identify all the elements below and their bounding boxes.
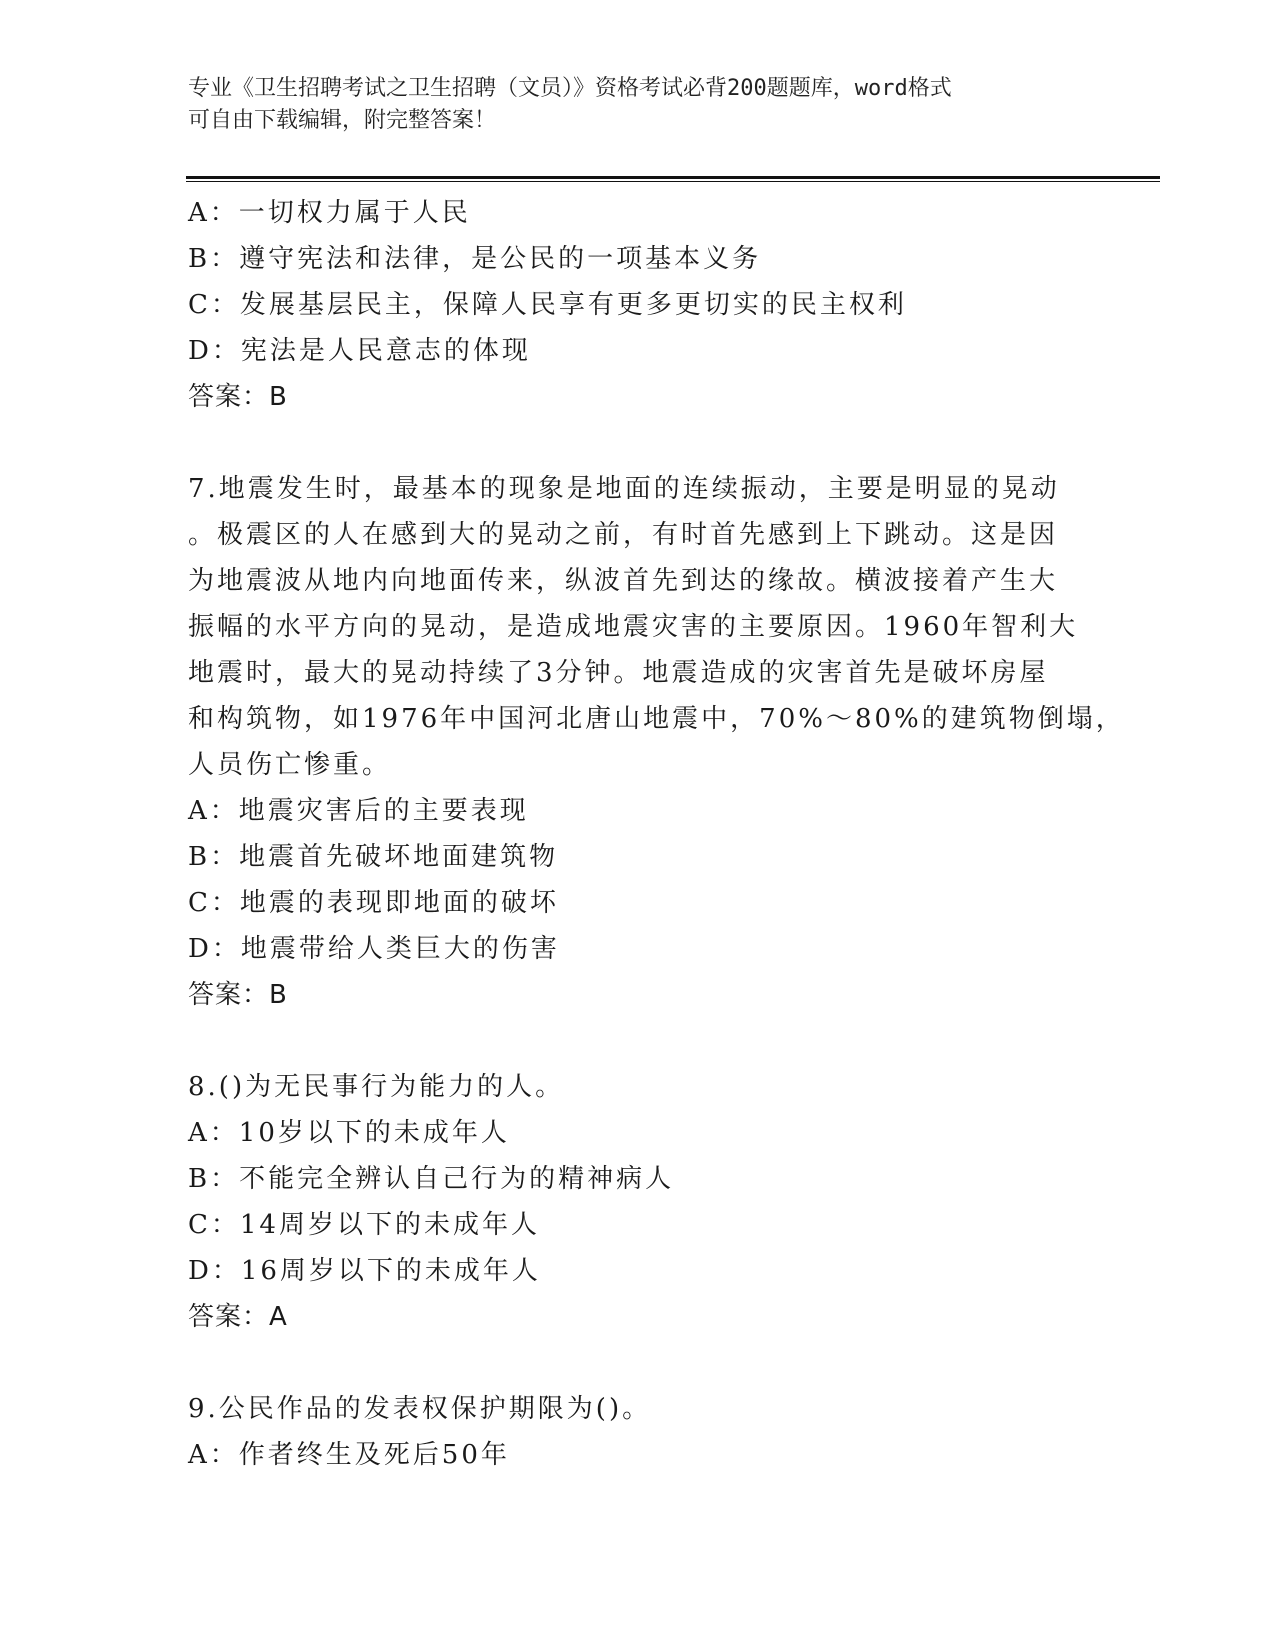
header-divider (186, 176, 1160, 179)
q7-stem-line-2: 。极震区的人在感到大的晃动之前，有时首先感到上下跳动。这是因 (188, 520, 1059, 550)
q7-stem-line-1: 7.地震发生时，最基本的现象是地面的连续振动，主要是明显的晃动 (188, 474, 1060, 504)
spacer (188, 1018, 1068, 1064)
q7-option-d: D：地震带给人类巨大的伤害 (188, 934, 560, 964)
q8-option-a: A：10岁以下的未成年人 (188, 1118, 510, 1148)
q7-option-a: A：地震灾害后的主要表现 (188, 796, 529, 826)
q6-option-d: D：宪法是人民意志的体现 (188, 336, 531, 366)
header-title-line-1: 专业《卫生招聘考试之卫生招聘（文员）》资格考试必背200题题库，word格式 (188, 76, 952, 101)
spacer (188, 420, 1068, 466)
q8-stem: 8.()为无民事行为能力的人。 (188, 1072, 565, 1102)
q7-stem-line-6: 和构筑物，如1976年中国河北唐山地震中，70%～80%的建筑物倒塌， (188, 704, 1125, 734)
header-title-line-2: 可自由下载编辑，附完整答案！ (188, 108, 497, 133)
document-header (188, 73, 1068, 137)
q9-stem: 9.公民作品的发表权保护期限为()。 (188, 1394, 652, 1424)
q7-stem-line-4: 振幅的水平方向的晃动，是造成地震灾害的主要原因。1960年智利大 (188, 612, 1079, 642)
q6-answer: 答案：B (188, 382, 288, 412)
q8-answer: 答案：A (188, 1302, 288, 1332)
q9-option-a: A：作者终生及死后50年 (188, 1440, 510, 1470)
header-divider-thin (186, 181, 1160, 182)
q6-option-c: C：发展基层民主，保障人民享有更多更切实的民主权利 (188, 290, 907, 320)
spacer (188, 1340, 1068, 1386)
q6-option-a: A：一切权力属于人民 (188, 198, 471, 228)
q7-stem-line-5: 地震时，最大的晃动持续了3分钟。地震造成的灾害首先是破坏房屋 (188, 658, 1049, 688)
q7-option-b: B：地震首先破坏地面建筑物 (188, 842, 559, 872)
question-content (188, 190, 1125, 1478)
q8-option-d: D：16周岁以下的未成年人 (188, 1256, 541, 1286)
q8-option-b: B：不能完全辨认自己行为的精神病人 (188, 1164, 675, 1194)
q7-stem-line-7: 人员伤亡惨重。 (188, 750, 392, 780)
q7-option-c: C：地震的表现即地面的破坏 (188, 888, 559, 918)
q6-option-b: B：遵守宪法和法律，是公民的一项基本义务 (188, 244, 762, 274)
q7-answer: 答案：B (188, 980, 288, 1010)
q7-stem-line-3: 为地震波从地内向地面传来，纵波首先到达的缘故。横波接着产生大 (188, 566, 1059, 596)
q8-option-c: C：14周岁以下的未成年人 (188, 1210, 540, 1240)
